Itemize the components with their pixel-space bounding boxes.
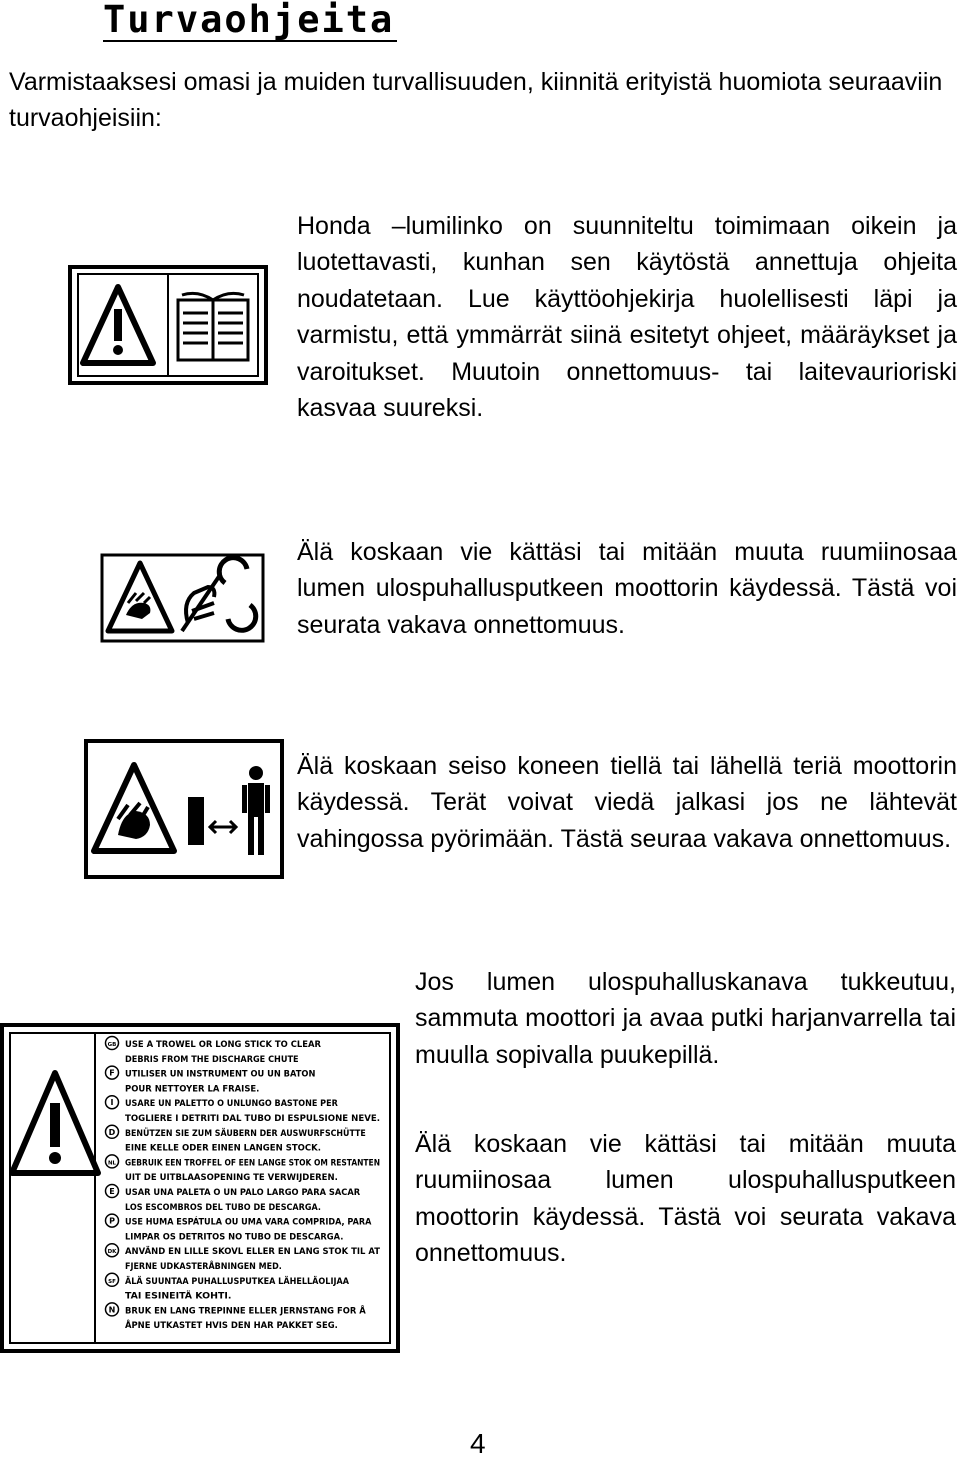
book-icon xyxy=(178,293,248,360)
label-text-line: BENÜTZEN SIE ZUM SÄUBERN DER AUSWURFSCHÜTTE xyxy=(125,1128,388,1139)
language-code: D xyxy=(108,1127,116,1137)
page-title: Turvaohjeita xyxy=(103,0,397,42)
language-code: I xyxy=(110,1098,114,1108)
language-code: NL xyxy=(107,1160,117,1167)
label-text-line: USARE UN PALETTO O UNLUNGO BASTONE PER xyxy=(125,1099,339,1110)
label-text-line: UIT DE UITBLAASOPENING TE VERWIJDEREN. xyxy=(125,1173,338,1184)
language-code: DK xyxy=(107,1249,117,1256)
label-text-line: GEBRUIK EEN TROFFEL OF EEN LANGE STOK OM RESTANTEN xyxy=(125,1158,380,1169)
warning-triangle-icon xyxy=(94,765,174,851)
label-text-line: LOS ESCOMBROS DEL TUBO DE DESCARGA. xyxy=(125,1202,321,1213)
section-2-text: Älä koskaan vie kättäsi tai mitään muuta ruumiinosaa lumen ulospuhallusputkeen moottorin käydessä. Tästä voi seurata vakava onnettomuus. xyxy=(297,538,957,639)
multilingual-warning-label xyxy=(0,1023,400,1353)
section-1-text: Honda –lumilinko on suunniteltu toimimaan oikein ja luotettavasti, kunhan sen käytöstä annettuja ohjeita noudatetaan. Lue käyttöohjekirja huolellisesti läpi ja varmistu, että ymmärrät siinä esitetyt ohjeet, määräykset ja varoitukset. Muutoin onnettomuus- tai laitevaurioriski kasvaa suureksi. xyxy=(297,212,957,423)
warning-triangle-icon xyxy=(12,1073,98,1173)
language-code: N xyxy=(108,1305,116,1315)
label-text-line: ÄLÄ SUUNTAA PUHALLUSPUTKEA LÄHELLÄOLIJAA xyxy=(125,1276,364,1287)
arrow-both-ways-icon xyxy=(210,821,236,833)
hand-prohibited-icon xyxy=(182,575,220,631)
label-text-line: LIMPAR OS DETRITOS NO TUBO DE DESCARGA. xyxy=(125,1232,344,1243)
label-text-line: TOGLIERE I DETRITI DAL TUBO DI ESPULSIONE NEVE. xyxy=(125,1114,380,1124)
section-5-text: Älä koskaan vie kättäsi tai mitään muuta ruumiinosaa lumen ulospuhallusputkeen moottorin käydessä. Tästä voi seurata vakava onnettomuus. xyxy=(415,1130,956,1268)
section-3-text: Älä koskaan seiso koneen tiellä tai lähellä teriä moottorin käydessä. Terät voivat viedä jalkasi jos ne lähtevät vahingossa pyörimään. Tästä seuraa vakava onnettomuus. xyxy=(297,752,957,853)
label-text-line: USE A TROWEL OR LONG STICK TO CLEAR xyxy=(125,1040,322,1050)
label-text-line: EINE KELLE ODER EINEN LANGEN STOCK. xyxy=(125,1143,321,1154)
warning-triangle-icon xyxy=(108,563,172,631)
language-code: SF xyxy=(108,1278,116,1285)
label-text-line: DEBRIS FROM THE DISCHARGE CHUTE xyxy=(125,1054,299,1065)
language-code: P xyxy=(109,1216,115,1226)
section-4-text: Jos lumen ulospuhalluskanava tukkeutuu, sammuta moottori ja avaa putki harjanvarrella tai muulla sopivalla puukepillä. xyxy=(415,968,956,1069)
label-text-line: ANVÄND EN LILLE SKOVL ELLER EN LANG STOK TIL AT xyxy=(125,1247,385,1258)
auger-icon xyxy=(188,797,204,845)
stand-clear-label xyxy=(84,739,284,879)
language-code: F xyxy=(109,1068,115,1078)
label-text-line: TAI ESINEITÄ KOHTI. xyxy=(125,1291,223,1302)
label-text-line: BRUK EN LANG TREPINNE ELLER JERNSTANG FOR Å xyxy=(125,1306,372,1317)
hand-in-chute-label xyxy=(100,553,265,643)
label-text-line: POUR NETTOYER LA FRAISE. xyxy=(125,1084,260,1095)
intro-text: Varmistaaksesi omasi ja muiden turvallisuuden, kiinnitä erityistä huomiota seuraaviin turvaohjeisiin: xyxy=(9,68,943,132)
warning-triangle-icon xyxy=(83,287,153,363)
label-text-line: USE HUMA ESPÁTULA OU UMA VARA COMPRIDA, PARA xyxy=(125,1217,387,1228)
person-icon xyxy=(242,766,270,855)
warning-read-manual-label xyxy=(68,265,268,385)
label-text-line: ÅPNE UTKASTET HVIS DEN HAR PAKKET SEG. xyxy=(125,1321,343,1332)
language-code: E xyxy=(109,1187,115,1196)
label-text-line: USAR UNA PALETA O UN PALO LARGO PARA SACAR xyxy=(125,1188,361,1198)
language-code: GB xyxy=(107,1042,117,1048)
page-number: 4 xyxy=(470,1428,486,1459)
chute-icon xyxy=(219,558,255,631)
label-text-line: FJERNE UDKASTERÅBNINGEN MED. xyxy=(125,1262,294,1272)
label-text-line: UTILISER UN INSTRUMENT OU UN BATON xyxy=(125,1069,316,1080)
